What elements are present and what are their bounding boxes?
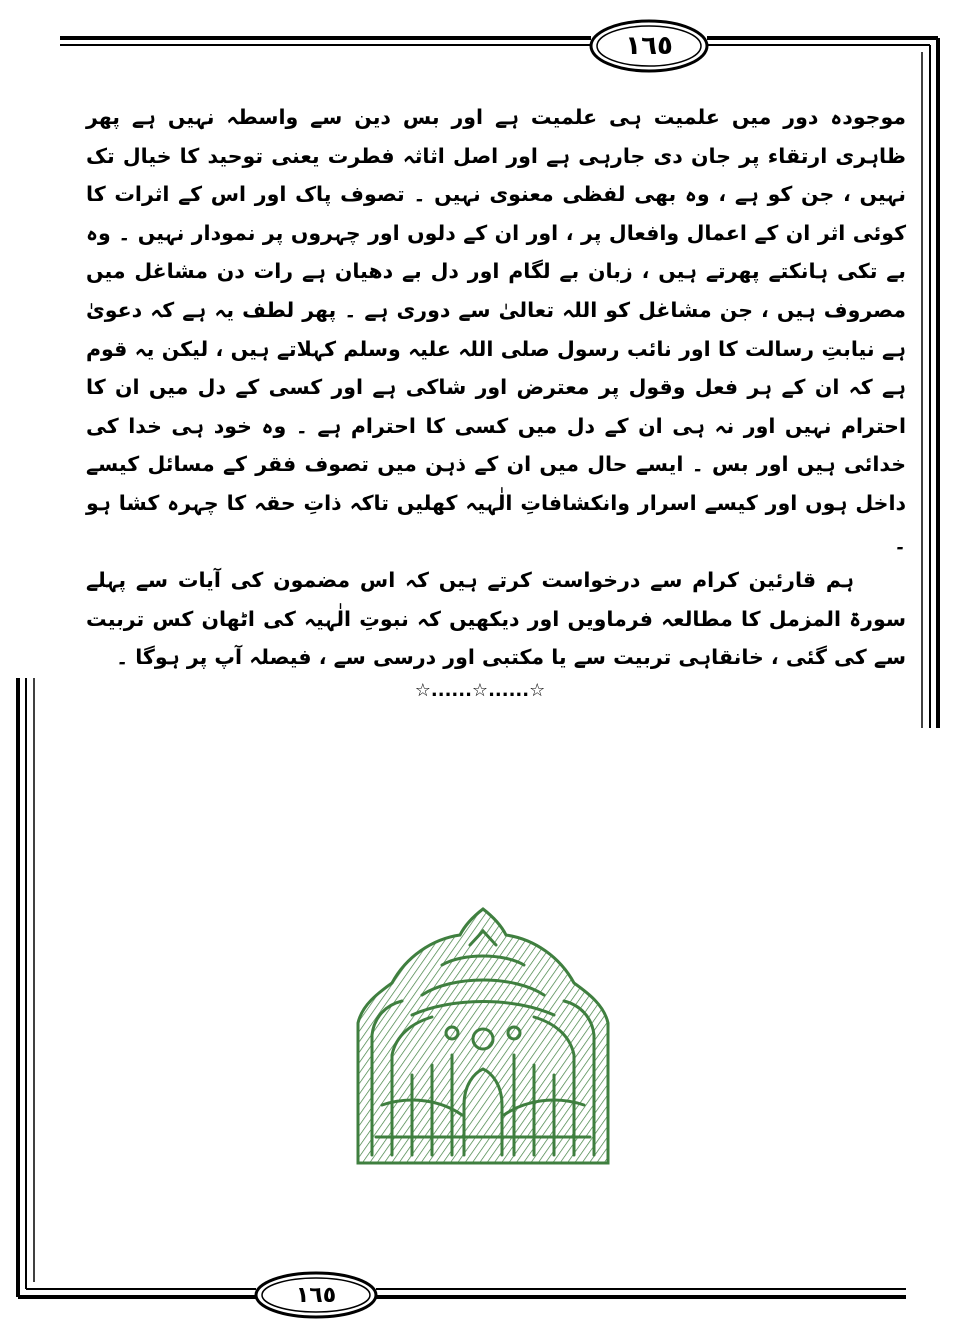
bottom-page-number: ١٦٥ <box>295 1282 337 1308</box>
paragraph-2: ہم قارئین کرام سے درخواست کرتے ہیں کہ اس مضمون کی آیات سے پہلے سورۃ المزمل کا مطالعہ فرماویں اور دیکھیں کہ نبوتِ الٰہیہ کی اٹھان کس تربیت سے کی گئی ، خانقاہی تربیت سے یا مکتبی اور درسی سے ، فیصلہ آپ پر ہوگا ۔ <box>86 568 906 670</box>
calligraphy-emblem-icon <box>352 905 614 1165</box>
emblem-dome <box>358 909 608 1163</box>
top-page-number: ١٦٥ <box>625 31 673 61</box>
main-text-block <box>86 98 906 677</box>
paragraph-1: موجودہ دور میں علمیت ہی علمیت ہے اور بس دین سے واسطہ نہیں ہے پھر ظاہری ارتقاء پر جان دی جارہی ہے اور اصل اثاثہ فطرت یعنی توحید کا خیال تک نہیں ، جن کو ہے ، وہ بھی لفظی معنوی نہیں ۔ تصوف پاک اور اس کے اثرات کا کوئی اثر ان کے اعمال وافعال پر ، اور ان کے دلوں اور چہروں پر نمودار نہیں ۔ وہ بے تکی ہانکتے پھرتے ہیں ، زبان بے لگام اور دل بے دھیان ہے رات دن مشاغل میں مصروف ہیں ، جن مشاغل کو اللہ تعالیٰ سے دوری ہے ۔ پھر لطف یہ ہے کہ دعویٰ ہے نیابتِ رسالت کا اور نائب رسول صلی اللہ علیہ وسلم کہلاتے ہیں ، لیکن یہ قوم ہے کہ ان کے ہر فعل وقول پر معترض اور شاکی ہے اور کسی کے دل میں ان کا احترام نہیں اور نہ ہی ان کے دل میں کسی کا احترام ہے ۔ وہ خود ہی خدا کی خدائی ہیں اور بس ۔ ایسے حال میں ان کے ذہن میں تصوف فقر کے مسائل کیسے داخل ہوں اور کیسے اسرار وانکشافاتِ الٰہیہ کھلیں تاکہ ذاتِ حقہ کا چہرہ کشا ہو ۔ <box>86 105 906 554</box>
star-separator: ☆......☆......☆ <box>414 680 546 701</box>
